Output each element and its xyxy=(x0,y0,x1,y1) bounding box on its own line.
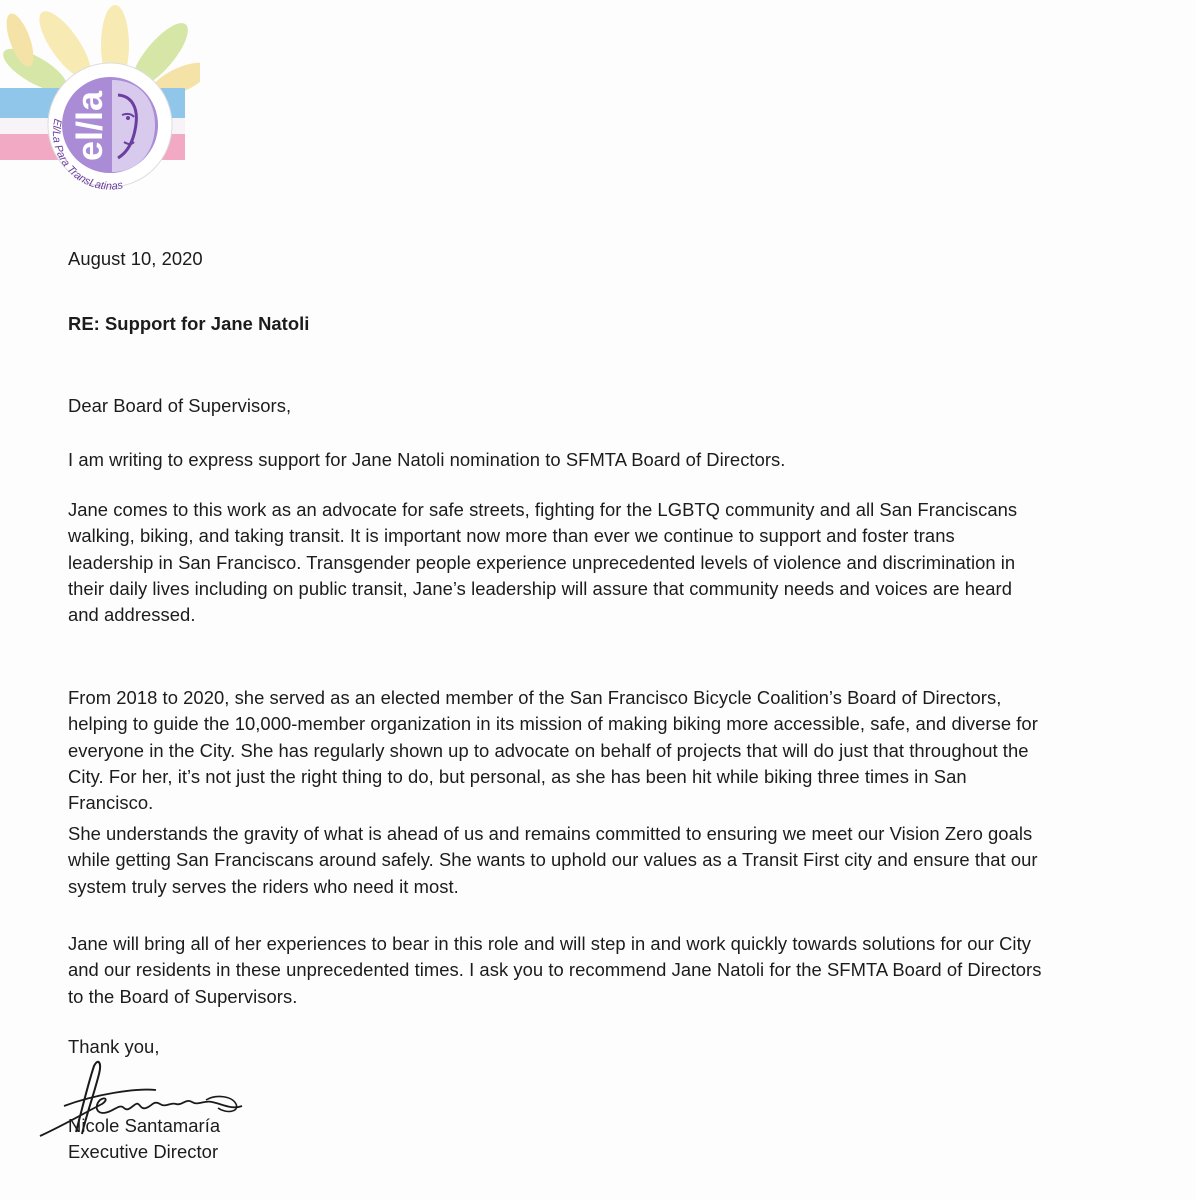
letter-closing: Thank you, xyxy=(68,1036,160,1057)
paragraph-line: and addressed. xyxy=(68,604,196,626)
paragraph-line: and our residents in these unprecedented times. I ask you to recommend Jane Natoli for the SFMTA Board of Directors xyxy=(68,959,1042,981)
paragraph-line: system truly serves the riders who need it most. xyxy=(68,875,459,897)
body-paragraph-3 xyxy=(68,821,1148,900)
letter-intro: I am writing to express support for Jane Natoli nomination to SFMTA Board of Directors. xyxy=(68,449,786,470)
paragraph-line: From 2018 to 2020, she served as an elected member of the San Francisco Bicycle Coalition’s Board of Directors, xyxy=(68,687,1002,708)
body-paragraph-2 xyxy=(68,685,1148,816)
ella-logo xyxy=(0,0,200,215)
paragraph-line: Jane will bring all of her experiences to bear in this role and will step in and work quickly towards solutions for our City xyxy=(68,933,1031,954)
paragraph-line: their daily lives including on public transit, Jane’s leadership will assure that community needs and voices are heard xyxy=(68,577,1012,599)
signer-title: Executive Director xyxy=(68,1141,219,1162)
letter-salutation: Dear Board of Supervisors, xyxy=(68,395,292,416)
paragraph-line: Jane comes to this work as an advocate for safe streets, fighting for the LGBTQ community and all San Franciscans xyxy=(68,499,1018,520)
paragraph-line: helping to guide the 10,000-member organization in its mission of making biking more accessible, safe, and diverse for xyxy=(68,713,1038,735)
paragraph-line: City. For her, it’s not just the right thing to do, but personal, as she has been hit while biking three times in San xyxy=(68,765,967,787)
signer-name: Nicole Santamaría xyxy=(68,1115,221,1136)
body-paragraph-1 xyxy=(68,497,1148,628)
paragraph-line: to the Board of Supervisors. xyxy=(68,985,298,1007)
paragraph-line: while getting San Franciscans around safely. She wants to uphold our values as a Transit First city and ensure that our xyxy=(68,849,1038,871)
paragraph-line: She understands the gravity of what is ahead of us and remains committed to ensuring we meet our Vision Zero goals xyxy=(68,823,1033,844)
letter-subject: RE: Support for Jane Natoli xyxy=(68,313,310,334)
body-paragraph-4 xyxy=(68,931,1148,1010)
paragraph-line: leadership in San Francisco. Transgender people experience unprecedented levels of violence and discrimination in xyxy=(68,551,1016,573)
logo-ring-text: El/La Para TransLatinas xyxy=(49,117,124,193)
paragraph-line: everyone in the City. She has regularly shown up to advocate on behalf of projects that will do just that throughout the xyxy=(68,739,1029,761)
paragraph-line: Francisco. xyxy=(68,792,154,814)
paragraph-line: walking, biking, and taking transit. It is important now more than ever we continue to support and foster trans xyxy=(68,525,955,547)
letter-date: August 10, 2020 xyxy=(68,248,203,269)
logo-wordmark: el/la xyxy=(69,90,110,162)
